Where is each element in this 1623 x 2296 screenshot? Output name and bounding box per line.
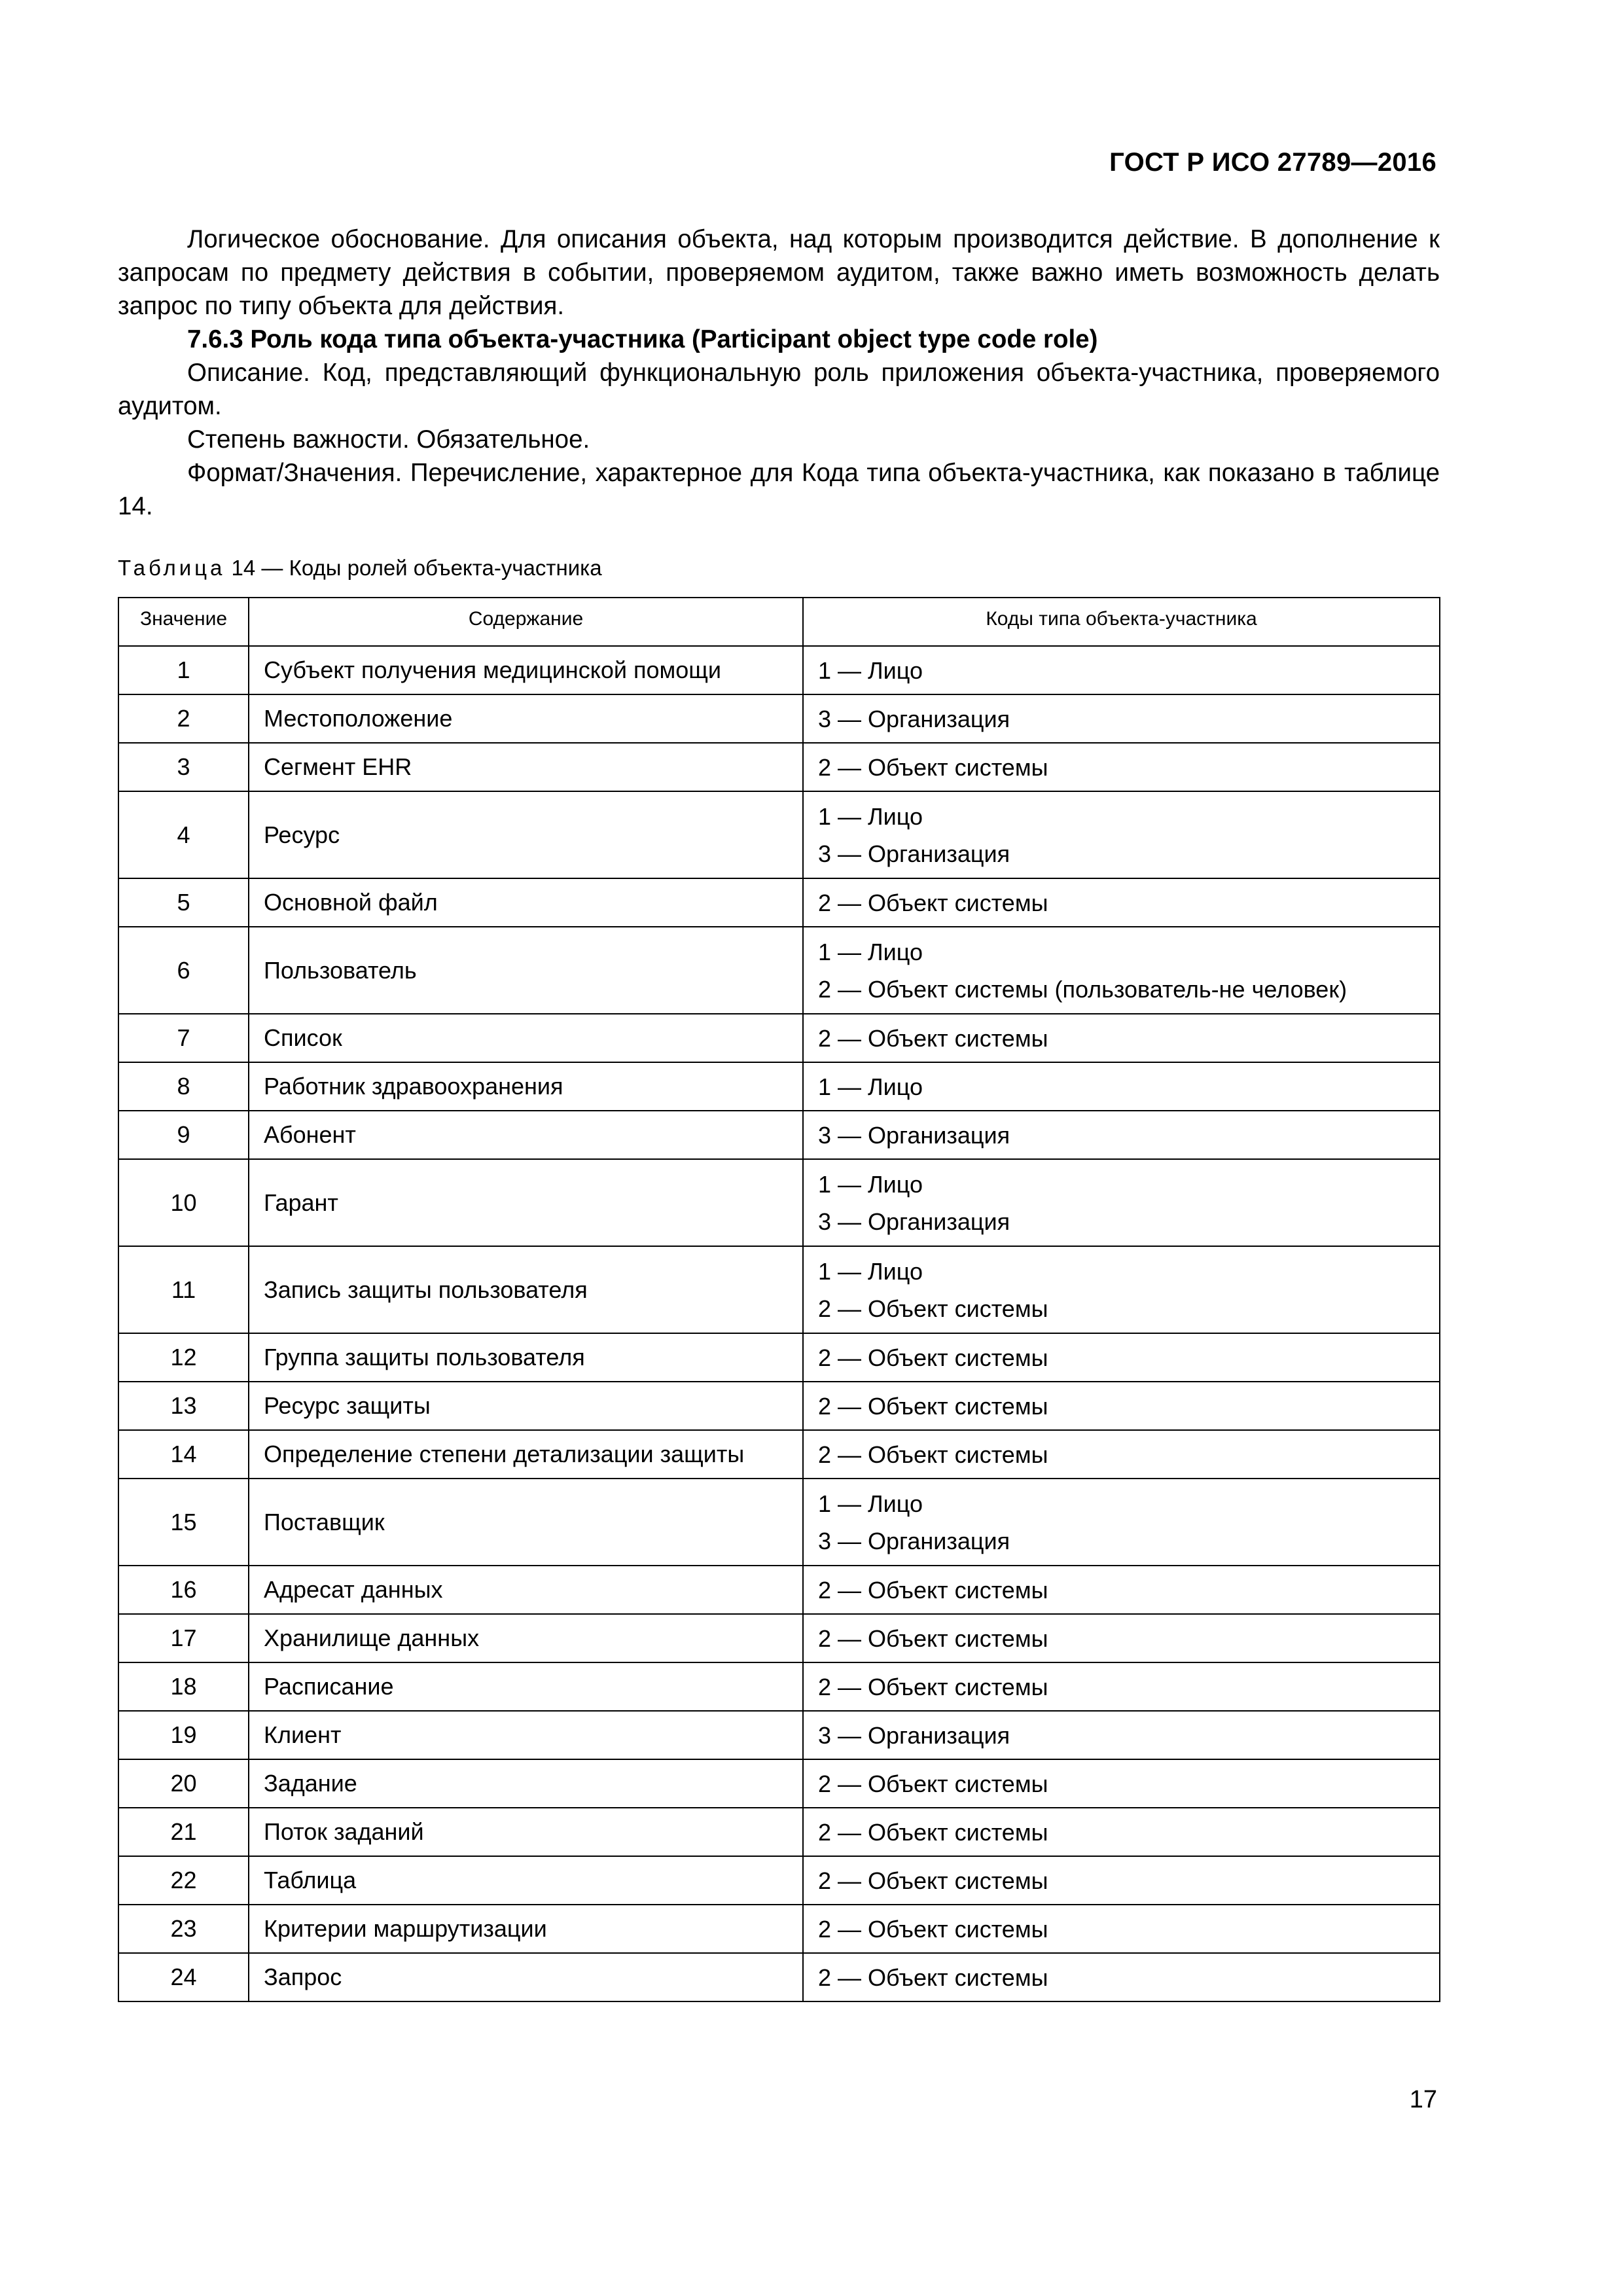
table-row bbox=[118, 1246, 1440, 1333]
cell-value: 9 bbox=[118, 1111, 249, 1159]
code-line: 2 — Объект системы bbox=[818, 1624, 1048, 1652]
code-line: 2 — Объект системы bbox=[818, 1295, 1048, 1322]
section-heading: 7.6.3 Роль кода типа объекта-участника (Participant object type code role) bbox=[187, 325, 1098, 353]
table-row bbox=[118, 1333, 1440, 1382]
cell-value: 23 bbox=[118, 1905, 249, 1953]
table-row bbox=[118, 646, 1440, 694]
cell-content: Запись защиты пользователя bbox=[249, 1246, 803, 1333]
cell-codes bbox=[803, 878, 1440, 927]
table-row bbox=[118, 927, 1440, 1014]
table-row bbox=[118, 1711, 1440, 1759]
table-row bbox=[118, 1905, 1440, 1953]
cell-value: 14 bbox=[118, 1430, 249, 1479]
cell-value: 12 bbox=[118, 1333, 249, 1382]
code-line: 2 — Объект системы bbox=[818, 1915, 1048, 1943]
cell-codes bbox=[803, 1759, 1440, 1808]
cell-value: 6 bbox=[118, 927, 249, 1014]
table-caption-title: 14 — Коды ролей объекта-участника bbox=[225, 556, 602, 580]
cell-content: Основной файл bbox=[249, 878, 803, 927]
cell-codes bbox=[803, 1159, 1440, 1246]
cell-codes bbox=[803, 694, 1440, 743]
cell-codes bbox=[803, 1246, 1440, 1333]
code-line: 2 — Объект системы bbox=[818, 1964, 1048, 1991]
cell-value: 24 bbox=[118, 1953, 249, 2001]
cell-value: 5 bbox=[118, 878, 249, 927]
cell-value: 15 bbox=[118, 1479, 249, 1566]
code-line: 2 — Объект системы bbox=[818, 1867, 1048, 1894]
cell-content: Адресат данных bbox=[249, 1566, 803, 1614]
cell-content: Расписание bbox=[249, 1662, 803, 1711]
cell-value: 13 bbox=[118, 1382, 249, 1430]
body-text bbox=[118, 223, 1440, 523]
importance-paragraph: Степень важности. Обязательное. bbox=[187, 425, 590, 454]
cell-codes bbox=[803, 1808, 1440, 1856]
cell-value: 18 bbox=[118, 1662, 249, 1711]
cell-content: Хранилище данных bbox=[249, 1614, 803, 1662]
code-line: 3 — Организация bbox=[818, 1527, 1010, 1554]
code-line: 1 — Лицо bbox=[818, 1257, 923, 1285]
header-separator bbox=[118, 640, 1440, 646]
code-line: 2 — Объект системы bbox=[818, 1392, 1048, 1420]
code-line: 1 — Лицо bbox=[818, 938, 923, 965]
cell-content: Критерии маршрутизации bbox=[249, 1905, 803, 1953]
cell-content: Поток заданий bbox=[249, 1808, 803, 1856]
cell-value: 22 bbox=[118, 1856, 249, 1905]
code-line: 1 — Лицо bbox=[818, 802, 923, 830]
cell-content: Запрос bbox=[249, 1953, 803, 2001]
cell-content: Ресурс защиты bbox=[249, 1382, 803, 1430]
cell-codes bbox=[803, 791, 1440, 878]
code-line: 2 — Объект системы (пользователь-не человек) bbox=[818, 975, 1347, 1003]
code-line: 1 — Лицо bbox=[818, 1490, 923, 1517]
cell-codes bbox=[803, 1014, 1440, 1062]
cell-value: 4 bbox=[118, 791, 249, 878]
cell-codes bbox=[803, 1479, 1440, 1566]
cell-codes bbox=[803, 646, 1440, 694]
cell-codes bbox=[803, 1111, 1440, 1159]
cell-content: Пользователь bbox=[249, 927, 803, 1014]
table-body bbox=[118, 646, 1440, 2001]
table-row bbox=[118, 1759, 1440, 1808]
cell-codes bbox=[803, 1333, 1440, 1382]
cell-content: Таблица bbox=[249, 1856, 803, 1905]
cell-value: 2 bbox=[118, 694, 249, 743]
cell-codes bbox=[803, 1382, 1440, 1430]
cell-value: 20 bbox=[118, 1759, 249, 1808]
cell-content: Абонент bbox=[249, 1111, 803, 1159]
cell-codes bbox=[803, 743, 1440, 791]
cell-value: 16 bbox=[118, 1566, 249, 1614]
cell-content: Группа защиты пользователя bbox=[249, 1333, 803, 1382]
table-row bbox=[118, 1479, 1440, 1566]
cell-content: Местоположение bbox=[249, 694, 803, 743]
cell-content: Поставщик bbox=[249, 1479, 803, 1566]
cell-value: 3 bbox=[118, 743, 249, 791]
cell-content: Список bbox=[249, 1014, 803, 1062]
cell-codes bbox=[803, 927, 1440, 1014]
cell-value: 8 bbox=[118, 1062, 249, 1111]
table-row bbox=[118, 1566, 1440, 1614]
code-line: 2 — Объект системы bbox=[818, 1441, 1048, 1468]
cell-value: 17 bbox=[118, 1614, 249, 1662]
cell-value: 7 bbox=[118, 1014, 249, 1062]
table-row bbox=[118, 1856, 1440, 1905]
page-number: 17 bbox=[1409, 2086, 1437, 2113]
cell-value: 11 bbox=[118, 1246, 249, 1333]
column-header-content: Содержание bbox=[249, 598, 803, 640]
code-line: 3 — Организация bbox=[818, 1721, 1010, 1749]
cell-value: 19 bbox=[118, 1711, 249, 1759]
code-line: 2 — Объект системы bbox=[818, 753, 1048, 781]
cell-codes bbox=[803, 1905, 1440, 1953]
code-line: 1 — Лицо bbox=[818, 656, 923, 684]
cell-content: Ресурс bbox=[249, 791, 803, 878]
cell-codes bbox=[803, 1953, 1440, 2001]
table-row bbox=[118, 878, 1440, 927]
cell-content: Субъект получения медицинской помощи bbox=[249, 646, 803, 694]
cell-codes bbox=[803, 1662, 1440, 1711]
table-row bbox=[118, 694, 1440, 743]
code-line: 3 — Организация bbox=[818, 840, 1010, 867]
column-header-codes: Коды типа объекта-участника bbox=[803, 598, 1440, 640]
cell-content: Работник здравоохранения bbox=[249, 1062, 803, 1111]
table-row bbox=[118, 1111, 1440, 1159]
description-paragraph: Описание. Код, представляющий функциональную роль приложения объекта-участника, проверяемого аудитом. bbox=[118, 359, 1440, 420]
cell-value: 1 bbox=[118, 646, 249, 694]
cell-content: Определение степени детализации защиты bbox=[249, 1430, 803, 1479]
table-row bbox=[118, 743, 1440, 791]
cell-codes bbox=[803, 1430, 1440, 1479]
document-code-header: ГОСТ Р ИСО 27789—2016 bbox=[1109, 148, 1436, 177]
cell-value: 21 bbox=[118, 1808, 249, 1856]
code-line: 2 — Объект системы bbox=[818, 889, 1048, 916]
table-row bbox=[118, 1953, 1440, 2001]
code-line: 1 — Лицо bbox=[818, 1170, 923, 1198]
code-line: 3 — Организация bbox=[818, 705, 1010, 732]
table-row bbox=[118, 1062, 1440, 1111]
cell-codes bbox=[803, 1711, 1440, 1759]
cell-content: Клиент bbox=[249, 1711, 803, 1759]
column-header-value: Значение bbox=[118, 598, 249, 640]
code-line: 3 — Организация bbox=[818, 1208, 1010, 1235]
cell-codes bbox=[803, 1566, 1440, 1614]
code-line: 2 — Объект системы bbox=[818, 1770, 1048, 1797]
cell-content: Задание bbox=[249, 1759, 803, 1808]
participant-roles-table bbox=[118, 597, 1440, 2002]
code-line: 2 — Объект системы bbox=[818, 1344, 1048, 1371]
table-caption-prefix: Таблица bbox=[118, 556, 226, 580]
code-line: 2 — Объект системы bbox=[818, 1024, 1048, 1052]
cell-content: Гарант bbox=[249, 1159, 803, 1246]
table-row bbox=[118, 1382, 1440, 1430]
table-row bbox=[118, 1014, 1440, 1062]
cell-codes bbox=[803, 1614, 1440, 1662]
format-paragraph: Формат/Значения. Перечисление, характерное для Кода типа объекта-участника, как показано в таблице 14. bbox=[118, 459, 1440, 520]
cell-value: 10 bbox=[118, 1159, 249, 1246]
table-row bbox=[118, 1662, 1440, 1711]
code-line: 2 — Объект системы bbox=[818, 1576, 1048, 1604]
cell-codes bbox=[803, 1856, 1440, 1905]
code-line: 2 — Объект системы bbox=[818, 1818, 1048, 1846]
code-line: 2 — Объект системы bbox=[818, 1673, 1048, 1700]
table-row bbox=[118, 1808, 1440, 1856]
cell-content: Сегмент EHR bbox=[249, 743, 803, 791]
table-row bbox=[118, 1159, 1440, 1246]
table-row bbox=[118, 791, 1440, 878]
cell-codes bbox=[803, 1062, 1440, 1111]
table-row bbox=[118, 1430, 1440, 1479]
table-row bbox=[118, 1614, 1440, 1662]
rationale-paragraph: Логическое обоснование. Для описания объекта, над которым производится действие. В дополнение к запросам по предмету действия в событии, проверяемом аудитом, также важно иметь возможность делать запрос по типу объекта для действия. bbox=[118, 225, 1440, 320]
code-line: 1 — Лицо bbox=[818, 1073, 923, 1100]
table-caption bbox=[118, 555, 602, 581]
code-line: 3 — Организация bbox=[818, 1121, 1010, 1149]
